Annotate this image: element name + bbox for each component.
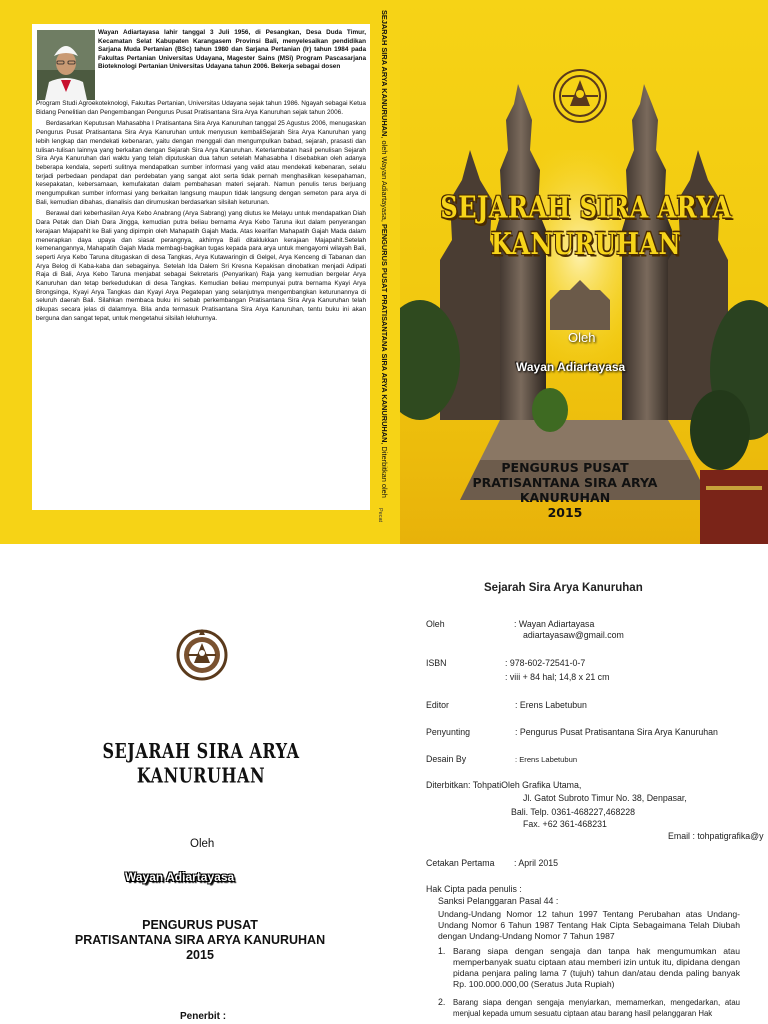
penyunting-label: Penyunting (426, 727, 471, 737)
author-email: adiartayasaw@gmail.com (523, 630, 624, 640)
bio-paragraph: Berdasarkan Keputusan Mahasabha I Pratisantana Sira Arya Kanuruhan tanggal 25 Agustus 2006, menugaskan Pengurus Pusat Pratisantana Sira Arya Kanuruhan untuk menyusun kembaliSejarah Sira Arya Kanuruhan yang lebih lengkap dan mendekati kebenaran, yaitu dengan menggali dan mengumpulkan babad, sejarah, prasasti dan tulisan-tulisan lainnya yang berkaitan dengan Sejarah Sira Arya Kanuruhan. Keterlambatan hasil penulisan Sejarah Sira Arya Kanuruhan dari waktu yang telah diputuskan dua tahun setelah Mahasabha I disebabkan oleh adanya beberapa kendala, seperti sulitnya mendapatkan sumber informasi yang valid atau mendekati kebenaran, selalu terjadi perbedaan pendapat dan perdebatan yang sangat alot serta tidak pernah menghasilkan kesepahaman, kesepakatan, kebersamaan, kemufakatan dalam pembahasan materi sejarah. Namun penulis terus berjuang mengumpulkan sumber informasi yang berkaitan langsung maupun tidak langsung dengan semeton para arya di Bali, kemudian dibahas, dianalisis dan dirumuskan berdasarkan silsilah keturunan. (36, 120, 366, 206)
front-cover (400, 0, 768, 544)
oleh-value: : Wayan Adiartayasa (514, 619, 595, 629)
spine-publisher: , Diterbitkan oleh (380, 442, 389, 498)
spine-org: PENGURUS PUSAT PRATISANTANA SIRA ARYA KANURUHAN (380, 223, 389, 443)
author-bio-body (36, 100, 366, 327)
list-number: 2. (438, 997, 446, 1007)
spine-author: , oleh Wayan Adiartayasa, (380, 136, 389, 224)
title-page-author: Wayan Adiartayasa (125, 870, 235, 884)
desain-value: : Erens Labetubun (515, 755, 578, 764)
sanksi-line: Sanksi Pelanggaran Pasal 44 : (438, 896, 559, 906)
oleh-label: Oleh (426, 619, 445, 629)
editor-label: Editor (426, 700, 449, 710)
list-number: 1. (438, 946, 446, 956)
emblem-logo (176, 627, 228, 683)
front-cover-oleh: Oleh (568, 330, 596, 345)
isbn-value: : 978-602-72541-0-7 (505, 658, 586, 668)
editor-value: : Erens Labetubun (515, 700, 587, 710)
publisher-line: PENGURUS PUSAT (142, 918, 258, 932)
desain-label: Desain By (426, 754, 467, 764)
bio-paragraph: Program Studi Agroekoteknologi, Fakultas Pertanian, Universitas Udayana sejak tahun 1986. Ngayah sebagai Ketua Bidang Penelitian dan Pengembangan Pengurus Pusat Pratisantana Sira Arya Kanuruhan sejak tahun 2006. (36, 100, 366, 116)
publisher-year: 2015 (186, 948, 214, 962)
copyright-page-title: Sejarah Sira Arya Kanuruhan (484, 582, 643, 594)
publisher-address: Jl. Gatot Subroto Timur No. 38, Denpasar, (523, 793, 687, 803)
sanction-item-1: Barang siapa dengan sengaja dan tanpa hak mengumumkan atau memperbanyak suatu ciptaan atau memberi izin untuk itu, dipidana dengan pidana penjara paling lama 7 (tujuh) tahun dan/atau denda paling banyak Rp. 100.000.000,00 (Seratus Juta Rupiah) (453, 946, 740, 989)
isbn-label: ISBN (426, 658, 447, 668)
undang-undang-text: Undang-Undang Nomor 12 tahun 1997 Tentang Perubahan atas Undang-Undang Nomor 6 Tahun 1987 Tentang Hak Cipta Sebagaimana Telah Diubah dengan Undang-Undang Nomor 7 Tahun 1987 (438, 909, 740, 941)
publisher-line: PENGURUS PUSAT (501, 460, 629, 475)
front-cover-author: Wayan Adiartayasa (516, 360, 626, 374)
front-cover-title: SEJARAH SIRA ARYA KANURUHAN (440, 188, 732, 262)
cetakan-value: : April 2015 (514, 858, 559, 868)
front-cover-publisher (440, 460, 690, 520)
spine-title: SEJARAH SIRA ARYA KANURUHAN (380, 10, 389, 137)
bio-paragraph: Berawal dari keberhasilan Arya Kebo Anabrang (Arya Sabrang) yang diutus ke Melayu untuk mendapatkan Diah Dara Petak dan Diah Dara Jingga, kemudian putra beliau bernama Arya Kebo Taruna ikut dalam penyerangan kerajaan Majapahit ke Bali yang dipimpin oleh Mahapatih Gajah Mada. Atas kearifan Mahapatih Gajah Mada dalam menerapkan daya upaya dan siasat perangnya, akhirnya Bali ditaklukkan kerajaan Majapahit.Setelah kemenangannya, Mahapatih Gajah Mada membagi-bagikan tugas kepada para arya untuk mengayomi wilayah Bali, seperti Arya Kebo Taruna ditugaskan di desa Tangkas, Arya Kutawaringin di Gelgel, Arya Kenceng di Tabanan dan Arya Belog di Kaba-kaba dan sebagainya. Setelah Ida Dalem Sri Kresna Kepakisan dinobatkan menjadi Adipati Raja di Bali, Arya Kebo Taruna menjabat sebagai Sekretaris (Penyarikan) Raja yang kemudian bergelar Arya Kanuruhan dan tetap berkedudukan di desa Tangkas. Kemudian beliau mempunyai putra bernama Kyayi Arya Brongsinga, Kyayi Arya Tangkas dan Kyayi Arya Pegatepan yang selanjutnya mengembangkan keturunannya di seluruh daerah Bali. Silahkan membaca buku ini sebab perkembangan Pratisantana Sira Arya Kanuruhan telah dikupas secara jelas di dalamnya. Bila anda termasuk Pratisantana Sira Arya Kanuruhan, tentu buku ini akan berguna dan sangat tepat, untuk mengetahui silsilah leluhurnya. (36, 210, 366, 322)
spine-bottom-text: Pecat (377, 508, 383, 523)
publisher-line: PRATISANTANA SIRA ARYA KANURUHAN (74, 933, 326, 947)
spine-text (374, 10, 394, 530)
back-cover-panel (32, 24, 370, 510)
sanction-item-2: Barang siapa dengan sengaja menyiarkan, memamerkan, mengedarkan, atau menjual kepada umum sesuatu ciptaan atau barang hasil pelanggaran Hak (453, 998, 740, 1018)
publisher-line: PRATISANTANA SIRA ARYA KANURUHAN (472, 475, 658, 505)
publisher-year: 2015 (547, 505, 583, 520)
page-count-value: : viii + 84 hal; 14,8 x 21 cm (505, 672, 610, 682)
book-spine (374, 10, 394, 530)
publisher-email: Email : tohpatigrafika@y (668, 831, 764, 841)
title-page-heading: SEJARAH SIRA ARYA KANURUHAN (102, 738, 300, 788)
author-photo (37, 30, 95, 100)
diterbitkan-line: Diterbitkan: TohpatiOleh Grafika Utama, (426, 780, 582, 790)
penerbit-label: Penerbit : (180, 1011, 227, 1022)
hak-cipta-line: Hak Cipta pada penulis : (426, 884, 522, 894)
title-page-oleh: Oleh (190, 838, 215, 850)
publisher-phone: Bali. Telp. 0361-468227,468228 (511, 807, 636, 817)
title-page-publisher (60, 918, 340, 963)
publisher-fax: Fax. +62 361-468231 (523, 819, 607, 829)
penyunting-value: : Pengurus Pusat Pratisantana Sira Arya Kanuruhan (515, 727, 718, 737)
cetakan-label: Cetakan Pertama (426, 858, 495, 868)
author-bio-intro: Wayan Adiartayasa lahir tanggal 3 Juli 1956, di Pesangkan, Desa Duda Timur, Kecamatan Selat Kabupaten Karangasem Provinsi Bali, menyelesaikan pendidikan Sarjana Muda Pertanian (BSc) tahun 1980 dan Sarjana Pertanian (Ir) tahun 1984 pada Fakultas Pertanian Universitas Udayana, Magester Sains (MSi) Program Pascasarjana Bioteknologi Pertanian Universitas Udayana tahun 2006. Bekerja sebagai dosen (98, 29, 366, 71)
